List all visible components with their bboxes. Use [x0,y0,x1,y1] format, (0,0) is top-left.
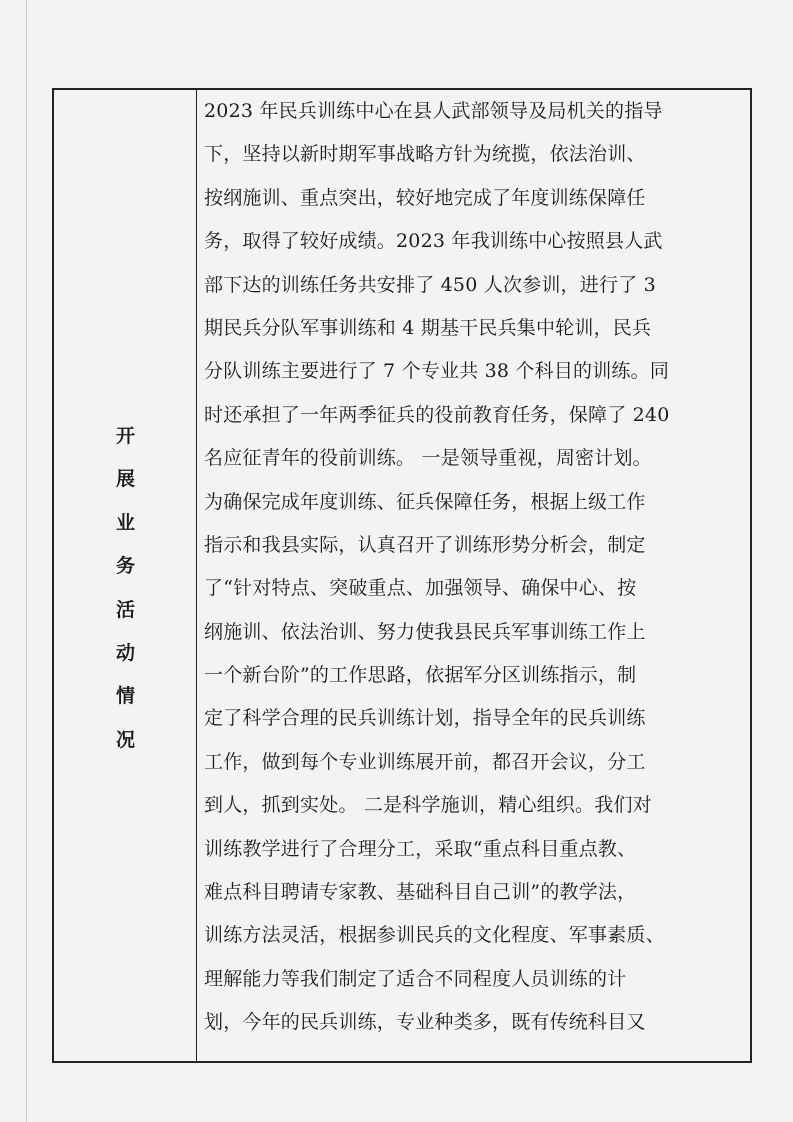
content-line: 训练方法灵活，根据参训民兵的文化程度、军事素质、 [204,924,665,947]
content-line: 2023 年民兵训练中心在县人武部领导及局机关的指导 [204,100,663,122]
section-label-char: 展 [115,468,135,491]
section-label-char: 况 [115,728,135,751]
report-table [52,88,752,1063]
content-line: 下，坚持以新时期军事战略方针为统揽，依法治训、 [204,143,646,166]
content-line: 到人，抓到实处。 二是科学施训，精心组织。我们对 [204,794,652,817]
section-label-char: 情 [115,685,135,708]
section-label-char: 务 [115,555,135,578]
section-label-char: 开 [115,425,135,447]
content-line: 指示和我县实际，认真召开了训练形势分析会，制定 [204,533,646,556]
content-line: 定了科学合理的民兵训练计划，指导全年的民兵训练 [204,707,646,730]
section-label-char: 活 [115,598,135,621]
content-line: 一个新台阶”的工作思路，依据军分区训练指示，制 [204,664,637,687]
content-line: 训练教学进行了合理分工，采取“重点科目重点教、 [204,837,637,860]
section-label-char: 业 [115,511,135,534]
content-line: 部下达的训练任务共安排了 450 人次参训，进行了 3 [204,273,656,296]
section-label [54,415,197,762]
content-line: 务，取得了较好成绩。2023 年我训练中心按照县人武 [204,230,663,253]
content-line: 分队训练主要进行了 7 个专业共 38 个科目的训练。同 [204,360,670,383]
content-line: 名应征青年的役前训练。 一是领导重视，周密计划。 [204,447,652,470]
content-line: 理解能力等我们制定了适合不同程度人员训练的计 [204,967,627,990]
content-line: 了“针对特点、突破重点、加强领导、确保中心、按 [204,577,637,600]
content-line: 工作，做到每个专业训练展开前，都召开会议，分工 [204,750,646,773]
content-line: 为确保完成年度训练、征兵保障任务，根据上级工作 [204,490,646,513]
content-line: 纲施训、依法治训、努力使我县民兵军事训练工作上 [204,620,646,643]
content-line: 划，今年的民兵训练，专业种类多，既有传统科目又 [204,1011,646,1034]
section-label-char: 动 [115,641,135,664]
content-line: 难点科目聘请专家教、基础科目自己训”的教学法， [204,881,637,904]
content-line: 期民兵分队军事训练和 4 期基干民兵集中轮训，民兵 [204,316,652,339]
page-binding-edge [26,0,27,1122]
section-label-cell [54,90,197,1061]
content-line: 时还承担了一年两季征兵的役前教育任务，保障了 240 [204,403,670,426]
content-line: 按纲施训、重点突出，较好地完成了年度训练保障任 [204,186,646,209]
content-cell [204,90,744,1061]
